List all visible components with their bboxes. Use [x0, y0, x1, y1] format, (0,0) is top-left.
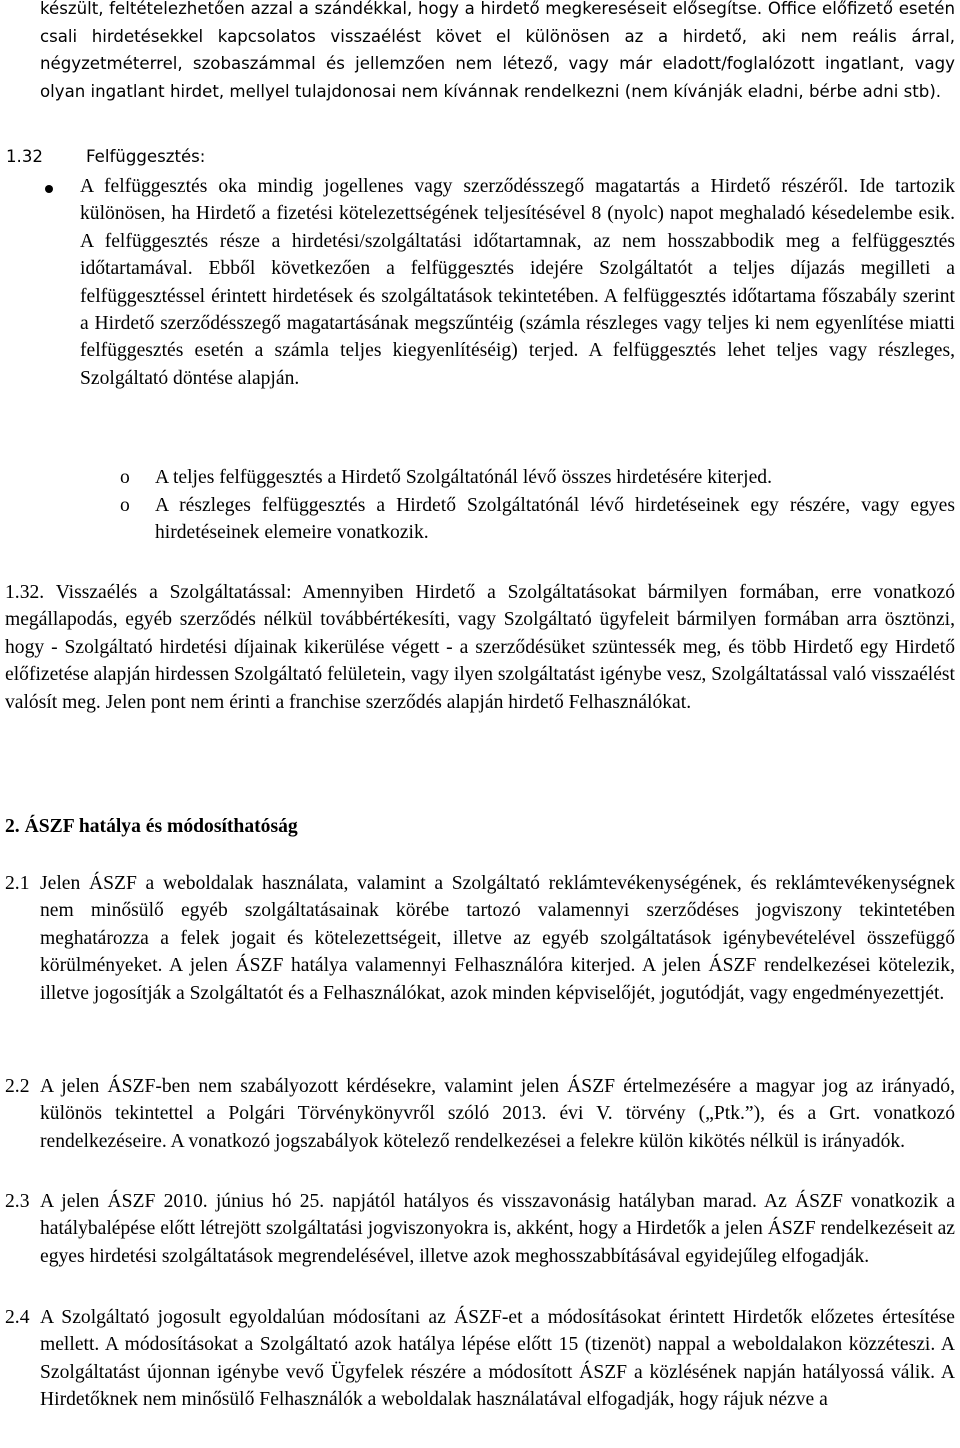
item-text: A jelen ÁSZF 2010. június hó 25. napjától hatályos és visszavonásig hatályban marad. Az ÁSZF vonatkozik a hatálybalépése előtt létrejött szolgáltatási jogviszonyokra is, akként, hogy a Hirdetők a jelen ÁSZF rendelkezéseit az egyes hirdetési szolgáltatások megrendelésével, illetve azok meghosszabbításával egyidejűleg elfogadják. [40, 1191, 955, 1267]
sub-item-marker: o [120, 495, 130, 516]
sub-item-full: A teljes felfüggesztés a Hirdető Szolgáltatónál lévő összes hirdetésére kiterjed. [155, 467, 772, 488]
item-number: 2.1 [5, 873, 30, 894]
abuse-paragraph: 1.32. Visszaélés a Szolgáltatással: Amennyiben Hirdető a Szolgáltatásokat bármilyen formában, erre vonatkozó megállapodás, egyéb szerződés nélkül továbbértékesíti, vagy Szolgáltató ügyfeleit bármilyen formában arra ösztönzi, hogy - Szolgáltató hirdetési díjainak kikerülése végett - a szerződésüket szüntessék meg, és több Hirdető egy Hirdető előfizetése alapján hirdessen Szolgáltató felületein, vagy ilyen szolgáltatást igénybe vesz, Szolgáltatással való visszaélést valósít meg. Jelen pont nem érinti a franchise szerződés alapján hirdető Felhasználókat. [5, 582, 955, 713]
suspension-title: Felfüggesztés: [86, 147, 206, 166]
item-number: 2.4 [5, 1307, 30, 1328]
item-text: A Szolgáltató jogosult egyoldalúan módosítani az ÁSZF-et a módosításokat érintett Hirdetők előzetes értesítése mellett. A módosításokat a Szolgáltató azok hatálya lépése előtt 15 (tizenöt) nappal a weboldalakon közzéteszi. A Szolgáltatást újonnan igénybe vevő Ügyfelek részére a módosított ÁSZF a közlésének napján hatályossá válik. A Hirdetőknek nem minősülő Felhasználók a weboldalak használatával elfogadják, hogy rájuk nézve a [40, 1307, 955, 1411]
item-text: Jelen ÁSZF a weboldalak használata, valamint a Szolgáltató reklámtevékenységének, és reklámtevékenységnek nem minősülő egyéb szolgáltatásainak körébe tartozó valamennyi szerződéses jogviszony tekintetében meghatározza a felek jogait és kötelezettségeit, illetve az egyéb szolgáltatások igénybevételével összefüggő körülményeket. A jelen ÁSZF hatálya valamennyi Felhasználóra kiterjed. A jelen ÁSZF rendelkezései kötelezik, illetve jogosítják a Szolgáltatót és a Felhasználókat, azok minden képviselőjét, jogutódját, vagy engedményezettjét. [40, 873, 955, 1004]
sub-item-partial: A részleges felfüggesztés a Hirdető Szolgáltatónál lévő hirdetéseinek egy részére, vagy egyes hirdetéseinek elemeire vonatkozik. [155, 495, 955, 544]
item-number: 2.3 [5, 1191, 30, 1212]
sub-item-marker: o [120, 467, 130, 488]
suspension-number: 1.32 [6, 147, 43, 166]
intro-paragraph: készült, feltételezhetően azzal a szándékkal, hogy a hirdető megkereséseit elősegítse. Office előfizető esetén csali hirdetésekkel kapcsolatos visszaélést követ el különösen az a hirdető, aki nem reális árral, négyzetméterrel, szobaszámmal és jellemzően nem létező, vagy már eladott/foglalózott ingatlant, vagy olyan ingatlant hirdet, mellyel tulajdonosai nem kívánnak rendelkezni (nem kívánják eladni, bérbe adni stb). [40, 0, 955, 101]
suspension-bullet-text: A felfüggesztés oka mindig jogellenes vagy szerződésszegő magatartás a Hirdető részéről. Ide tartozik különösen, ha Hirdető a fizetési kötelezettségének teljesítésével 8 (nyolc) napot meghaladó késedelembe esik. A felfüggesztés része a hirdetési/szolgáltatási időtartamnak, az nem hosszabbodik meg a felfüggesztés időtartamával. Ebből következően a felfüggesztés idejére Szolgáltatót a teljes díjazás megilleti a felfüggesztéssel érintett hirdetések és szolgáltatások tekintetében. A felfüggesztés időtartama főszabály szerint a Hirdető szerződésszegő magatartásának megszűntéig (számla részleges vagy teljes ki nem egyenlítése miatti felfüggesztés esetén a számla teljes kiegyenlítéséig) terjed. A felfüggesztés lehet teljes vagy részleges, Szolgáltató döntése alapján. [80, 176, 955, 389]
bullet-icon [45, 185, 53, 193]
item-text: A jelen ÁSZF-ben nem szabályozott kérdésekre, valamint jelen ÁSZF értelmezésére a magyar jog az irányadó, különös tekintettel a Polgári Törvénykönyvről szóló 2013. évi V. törvény („Ptk.”), és a Grt. vonatkozó rendelkezéseire. A vonatkozó jogszabályok kötelező rendelkezései a felekre külön kikötés nélkül is irányadók. [40, 1076, 955, 1152]
item-number: 2.2 [5, 1076, 30, 1097]
section-heading: 2. ÁSZF hatálya és módosíthatóság [5, 816, 298, 837]
